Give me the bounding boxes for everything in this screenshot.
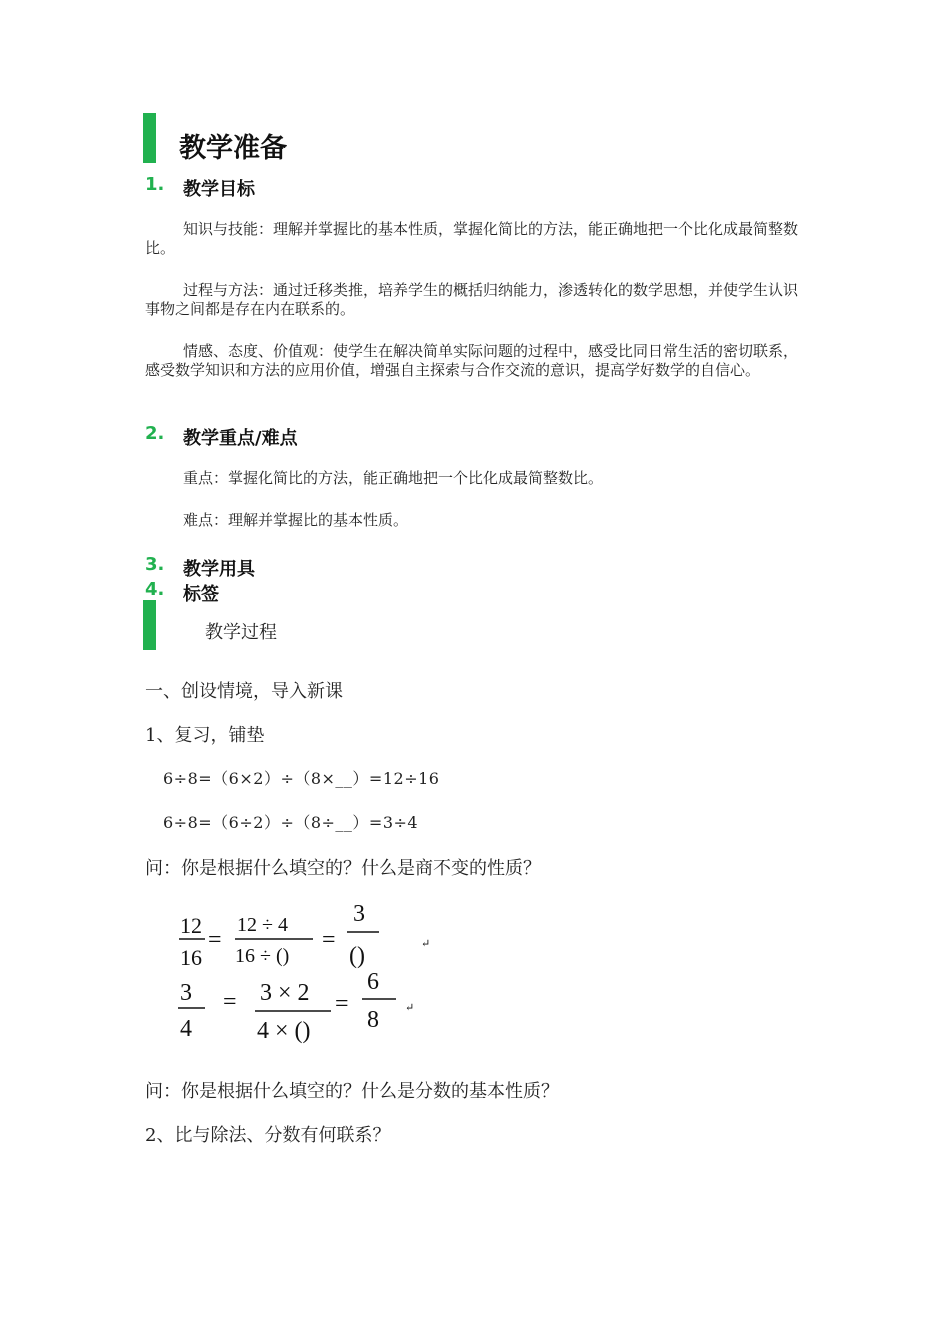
keypoint-difficulty: 难点：理解并掌握比的基本性质。 <box>183 511 409 529</box>
tags-number: 4. <box>145 579 165 600</box>
goals-heading: 教学目标 <box>183 179 255 200</box>
f3-numerator: 3 <box>353 901 365 927</box>
tools-number: 3. <box>145 554 165 575</box>
fraction-equations-svg <box>175 895 435 1055</box>
part1-heading: 一、创设情境，导入新课 <box>145 681 343 702</box>
g1-numerator: 3 <box>180 980 192 1006</box>
section-accent-bar <box>143 113 156 163</box>
f2-equals: = <box>322 927 336 953</box>
return-mark-2: ↵ <box>405 1002 415 1014</box>
g2-numerator: 3 × 2 <box>260 980 310 1006</box>
return-mark-1: ↵ <box>421 938 431 950</box>
f2-denominator: 16 ÷ () <box>235 945 290 967</box>
goal-paragraph-process <box>145 281 805 319</box>
step2-heading: 2、比与除法、分数有何联系？ <box>145 1125 391 1146</box>
section-accent-bar-process <box>143 600 156 650</box>
keypoint-focus: 重点：掌握化简比的方法，能正确地把一个比化成最简整数比。 <box>183 469 604 487</box>
goal-paragraph-emotion <box>145 342 805 380</box>
tools-heading: 教学用具 <box>183 559 255 580</box>
tags-heading: 标签 <box>183 584 219 605</box>
section-title-preparation: 教学准备 <box>179 133 287 164</box>
g3-denominator: 8 <box>367 1007 379 1033</box>
f2-numerator: 12 ÷ 4 <box>237 914 288 936</box>
equation-divide: 6÷8=（6÷2）÷（8÷__）=3÷4 <box>163 813 419 832</box>
goal-process-text: 过程与方法：通过迁移类推，培养学生的概括归纳能力，渗透转化的数学思想，并使学生认识事物之间都是存在内在联系的。 <box>145 281 799 318</box>
section-title-process: 教学过程 <box>205 622 277 643</box>
goal-emotion-text: 情感、态度、价值观：使学生在解决简单实际问题的过程中，感受比同日常生活的密切联系，感受数学知识和方法的应用价值，增强自主探索与合作交流的意识，提高学好数学的自信心。 <box>145 342 799 379</box>
keypoints-number: 2. <box>145 423 165 444</box>
g3-numerator: 6 <box>367 969 379 995</box>
step1-heading: 1、复习，铺垫 <box>145 725 265 746</box>
f1-equals: = <box>208 927 222 953</box>
fraction-equations-figure <box>175 895 435 1055</box>
keypoints-heading: 教学重点/难点 <box>183 428 298 449</box>
f1-denominator: 16 <box>180 945 202 970</box>
g2-denominator: 4 × () <box>257 1018 311 1044</box>
question-quotient-property: 问：你是根据什么填空的？什么是商不变的性质？ <box>145 858 541 879</box>
goal-knowledge-text: 知识与技能：理解并掌握比的基本性质，掌握化简比的方法，能正确地把一个比化成最简整数比。 <box>145 220 799 257</box>
equation-multiply: 6÷8=（6×2）÷（8×__）=12÷16 <box>163 769 440 788</box>
f1-numerator: 12 <box>180 913 202 938</box>
f3-denominator: () <box>349 943 365 969</box>
g1-denominator: 4 <box>180 1016 192 1042</box>
g1-equals: = <box>223 989 237 1015</box>
goals-number: 1. <box>145 174 165 195</box>
goal-paragraph-knowledge <box>145 220 805 258</box>
question-fraction-property: 问：你是根据什么填空的？什么是分数的基本性质？ <box>145 1081 559 1102</box>
g2-equals: = <box>335 991 349 1017</box>
